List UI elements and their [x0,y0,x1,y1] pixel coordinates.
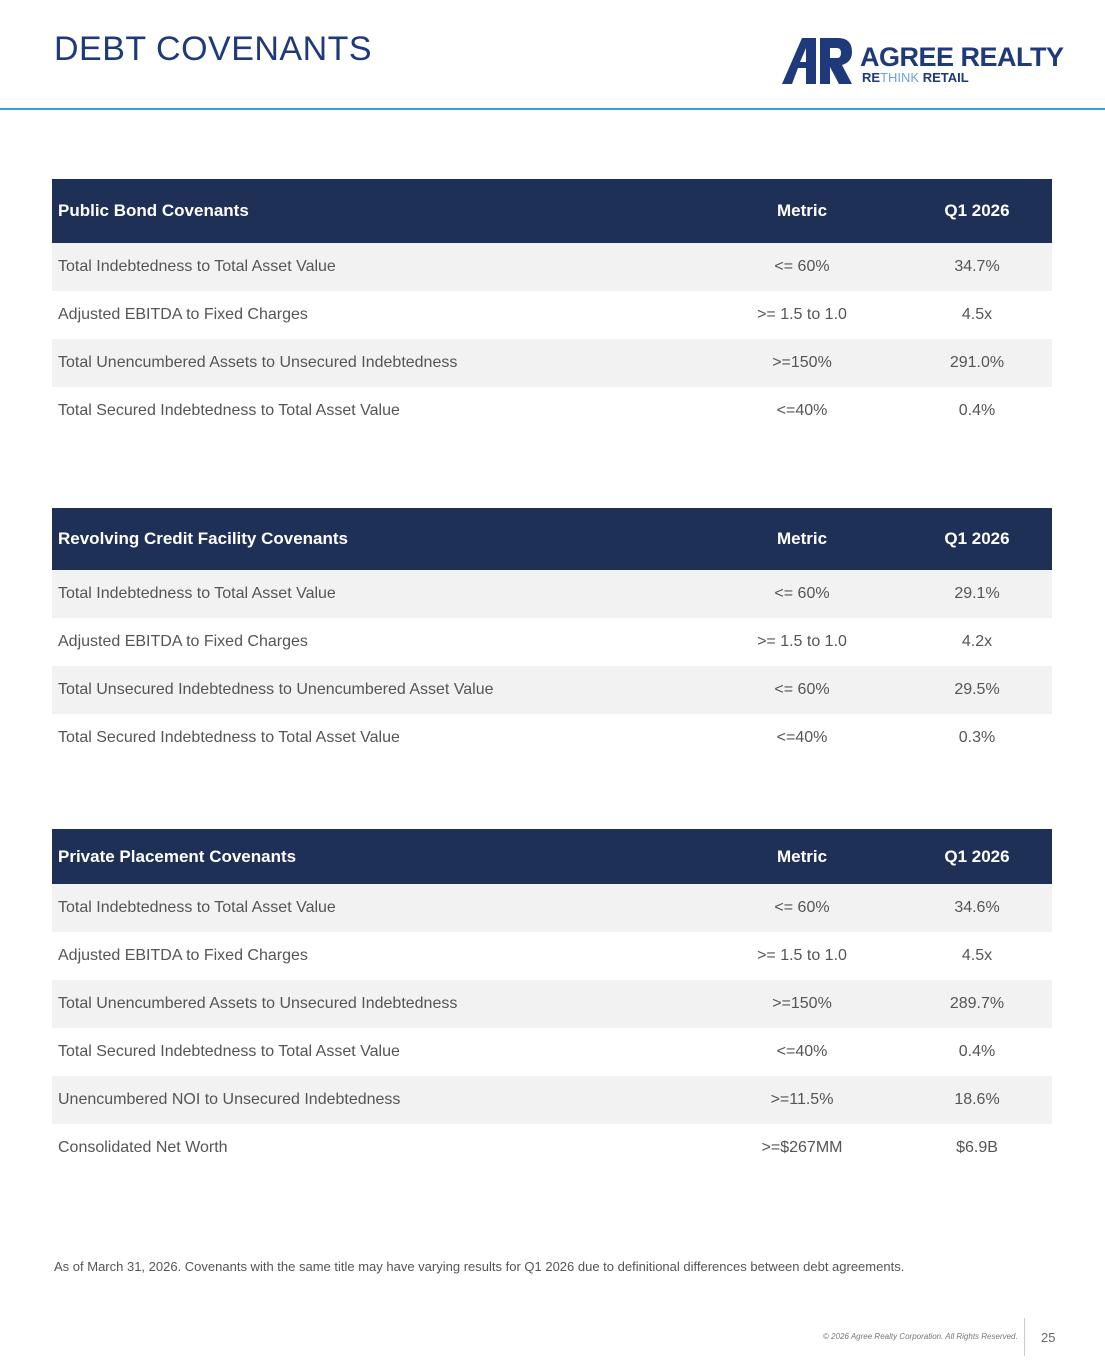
covenant-metric: <=40% [776,402,828,419]
agree-realty-ar-mark-icon [782,38,854,84]
covenant-label: Total Secured Indebtedness to Total Asset Value [58,1043,400,1060]
period-header: Q1 2026 [902,179,1052,243]
covenant-label: Consolidated Net Worth [58,1139,228,1156]
private-placement-covenants-table [52,829,1052,1172]
page-title: DEBT COVENANTS [54,30,373,68]
covenant-value: 34.6% [902,884,1052,932]
covenant-value: 4.5x [961,306,993,323]
covenant-value: 29.5% [902,666,1052,714]
covenant-value: 34.7% [902,243,1052,291]
covenant-metric: <=40% [776,1043,828,1060]
table-title: Private Placement Covenants [52,829,702,884]
logo-name: AGREE REALTY [860,42,1064,72]
table-row [52,339,1052,387]
period-header: Q1 2026 [902,829,1052,884]
revolving-credit-facility-covenants-table [52,508,1052,762]
header-divider [0,108,1105,110]
footer-divider [1024,1318,1025,1356]
page-number: 25 [1041,1330,1056,1345]
covenant-value: $6.9B [956,1139,998,1156]
covenant-metric: <= 60% [702,666,902,714]
covenant-value: 4.2x [961,633,993,650]
table-row [52,1076,1052,1124]
covenant-metric: >=150% [702,339,902,387]
covenant-metric: <= 60% [702,884,902,932]
covenant-metric: >=11.5% [702,1076,902,1124]
covenant-label: Adjusted EBITDA to Fixed Charges [58,947,308,964]
period-header: Q1 2026 [902,508,1052,570]
covenant-value: 0.4% [958,402,996,419]
covenant-value: 289.7% [902,980,1052,1028]
covenant-label: Adjusted EBITDA to Fixed Charges [58,633,308,650]
table-row [52,714,1052,762]
covenant-metric: <= 60% [702,570,902,618]
covenant-metric: >= 1.5 to 1.0 [757,306,847,323]
table-row [52,1028,1052,1076]
covenant-label: Total Unencumbered Assets to Unsecured Indebtedness [52,980,702,1028]
table-row [52,932,1052,980]
table-header-row [52,508,1052,570]
covenant-metric: >=150% [702,980,902,1028]
table-row [52,387,1052,435]
table-row [52,980,1052,1028]
table-row [52,291,1052,339]
covenant-label: Total Secured Indebtedness to Total Asset Value [58,729,400,746]
covenant-value: 29.1% [902,570,1052,618]
footnote: As of March 31, 2026. Covenants with the same title may have varying results for Q1 2026 due to definitional differences between debt agreements. [54,1259,905,1274]
covenant-label: Total Indebtedness to Total Asset Value [52,570,702,618]
metric-header: Metric [702,179,902,243]
table-row [52,666,1052,714]
logo-tagline: RETHINK RETAIL [862,70,969,85]
covenant-label: Total Unencumbered Assets to Unsecured Indebtedness [52,339,702,387]
covenant-value: 4.5x [961,947,993,964]
table-row [52,570,1052,618]
table-title: Revolving Credit Facility Covenants [52,508,702,570]
public-bond-covenants-table [52,179,1052,435]
copyright: © 2026 Agree Realty Corporation. All Rights Reserved. [823,1332,1018,1341]
table-header-row [52,179,1052,243]
covenant-metric: <= 60% [702,243,902,291]
covenant-label: Total Secured Indebtedness to Total Asset Value [58,402,400,419]
covenant-label: Unencumbered NOI to Unsecured Indebtedness [52,1076,702,1124]
table-row [52,884,1052,932]
company-logo [782,38,1072,88]
covenant-metric: >= 1.5 to 1.0 [757,947,847,964]
covenant-value: 0.4% [958,1043,996,1060]
covenant-value: 0.3% [958,729,996,746]
covenant-metric: <=40% [776,729,828,746]
table-row [52,618,1052,666]
metric-header: Metric [702,829,902,884]
covenant-value: 18.6% [902,1076,1052,1124]
table-header-row [52,829,1052,884]
covenant-value: 291.0% [902,339,1052,387]
covenant-metric: >=$267MM [761,1139,843,1156]
table-row [52,243,1052,291]
table-row [52,1124,1052,1172]
covenant-metric: >= 1.5 to 1.0 [757,633,847,650]
metric-header: Metric [702,508,902,570]
covenant-label: Adjusted EBITDA to Fixed Charges [58,306,308,323]
covenant-label: Total Indebtedness to Total Asset Value [52,243,702,291]
covenant-label: Total Indebtedness to Total Asset Value [52,884,702,932]
covenant-label: Total Unsecured Indebtedness to Unencumbered Asset Value [52,666,702,714]
table-title: Public Bond Covenants [52,179,702,243]
